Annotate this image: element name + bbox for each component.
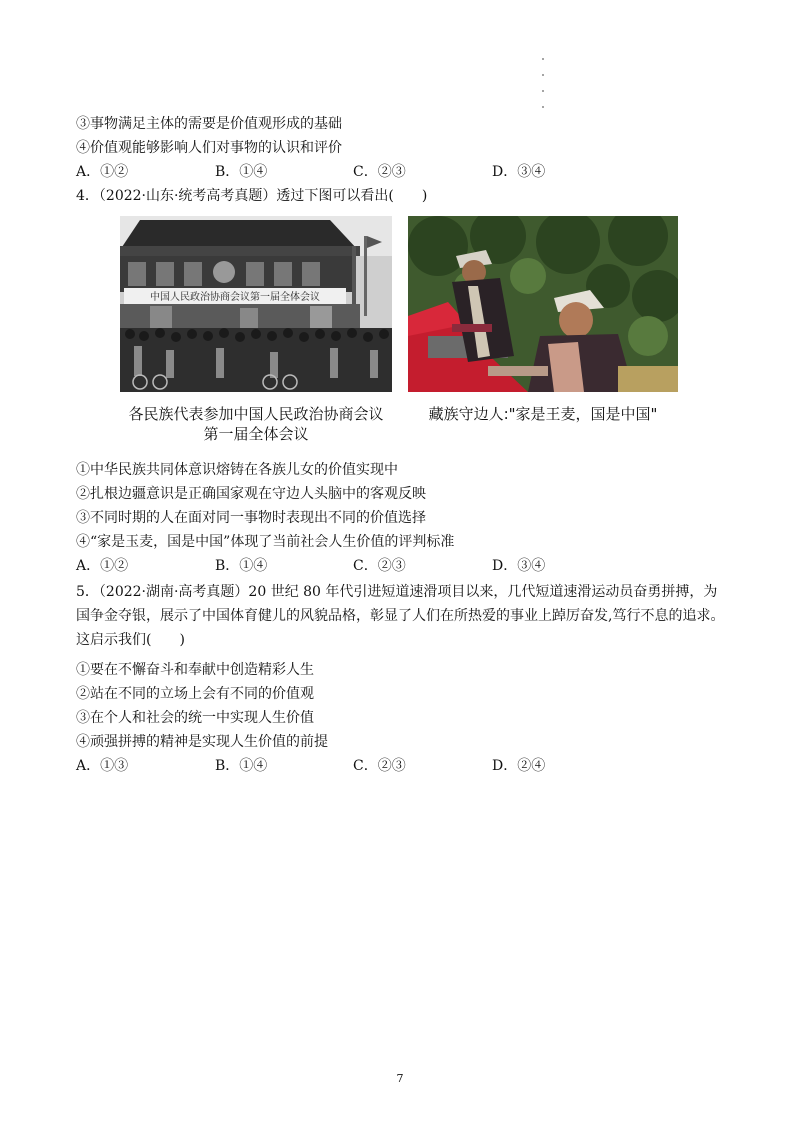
q3-option-b[interactable]: B．①④ — [215, 164, 268, 180]
q5-option-d[interactable]: D．②④ — [492, 758, 546, 774]
conference-banner-text: 中国人民政治协商会议第一届全体会议 — [150, 292, 320, 303]
page-number: 7 — [396, 1072, 404, 1085]
q5-item-2: ②站在不同的立场上会有不同的价值观 — [76, 686, 314, 702]
q3-option-d[interactable]: D．③④ — [492, 164, 546, 180]
q5-item-3: ③在个人和社会的统一中实现人生价值 — [76, 710, 314, 726]
q4-item-4: ④“家是玉麦，国是中国”体现了当前社会人生价值的评判标准 — [76, 534, 455, 550]
scan-dot — [542, 106, 544, 108]
q3-option-c[interactable]: C．②③ — [353, 164, 406, 180]
q4-options — [76, 556, 676, 576]
q5-option-b[interactable]: B．①④ — [215, 758, 268, 774]
q3-item-4: ④价值观能够影响人们对事物的认识和评价 — [76, 140, 342, 156]
scan-dot — [542, 58, 544, 60]
q3-item-3: ③事物满足主体的需要是价值观形成的基础 — [76, 116, 342, 132]
border-guardians-photo-image — [408, 216, 678, 392]
q4-item-1: ①中华民族共同体意识熔铸在各族儿女的价值实现中 — [76, 462, 398, 478]
q4-option-a[interactable]: A．①② — [76, 558, 129, 574]
q5-item-1: ①要在不懈奋斗和奉献中创造精彩人生 — [76, 662, 314, 678]
conference-caption-line1: 各民族代表参加中国人民政治协商会议 — [128, 405, 384, 423]
q4-option-d[interactable]: D．③④ — [492, 558, 546, 574]
scan-dot — [542, 74, 544, 76]
q5-item-4: ④顽强拼搏的精神是实现人生价值的前提 — [76, 734, 328, 750]
q5-options — [76, 756, 676, 776]
q5-option-c[interactable]: C．②③ — [353, 758, 406, 774]
q4-item-3: ③不同时期的人在面对同一事物时表现出不同的价值选择 — [76, 510, 426, 526]
q3-options — [76, 162, 676, 182]
border-guardians-photo — [408, 216, 678, 392]
conference-photo — [120, 216, 392, 392]
border-guardians-caption: 藏族守边人:"家是王麦，国是中国" — [428, 405, 658, 423]
scan-dot — [542, 90, 544, 92]
conference-photo-image — [120, 216, 392, 392]
q3-option-a[interactable]: A．①② — [76, 164, 129, 180]
q4-stem: 4．（2022·山东·统考高考真题）透过下图可以看出( ) — [76, 188, 428, 204]
conference-caption — [120, 404, 392, 444]
q5-stem: 5．（2022·湖南·高考真题）20 世纪 80 年代引进短道速滑项目以来，几代短道速滑运动员奋勇拼搏，为国争金夺银，展示了中国体育健儿的风貌品格，彰显了人们在所热爱的事业上踔厉奋发,笃行不息的追求。这启示我们( ) — [76, 584, 725, 648]
q4-option-b[interactable]: B．①④ — [215, 558, 268, 574]
conference-caption-line2: 第一届全体会议 — [203, 425, 309, 443]
q4-option-c[interactable]: C．②③ — [353, 558, 406, 574]
q4-item-2: ②扎根边疆意识是正确国家观在守边人头脑中的客观反映 — [76, 486, 426, 502]
q5-option-a[interactable]: A．①③ — [76, 758, 129, 774]
